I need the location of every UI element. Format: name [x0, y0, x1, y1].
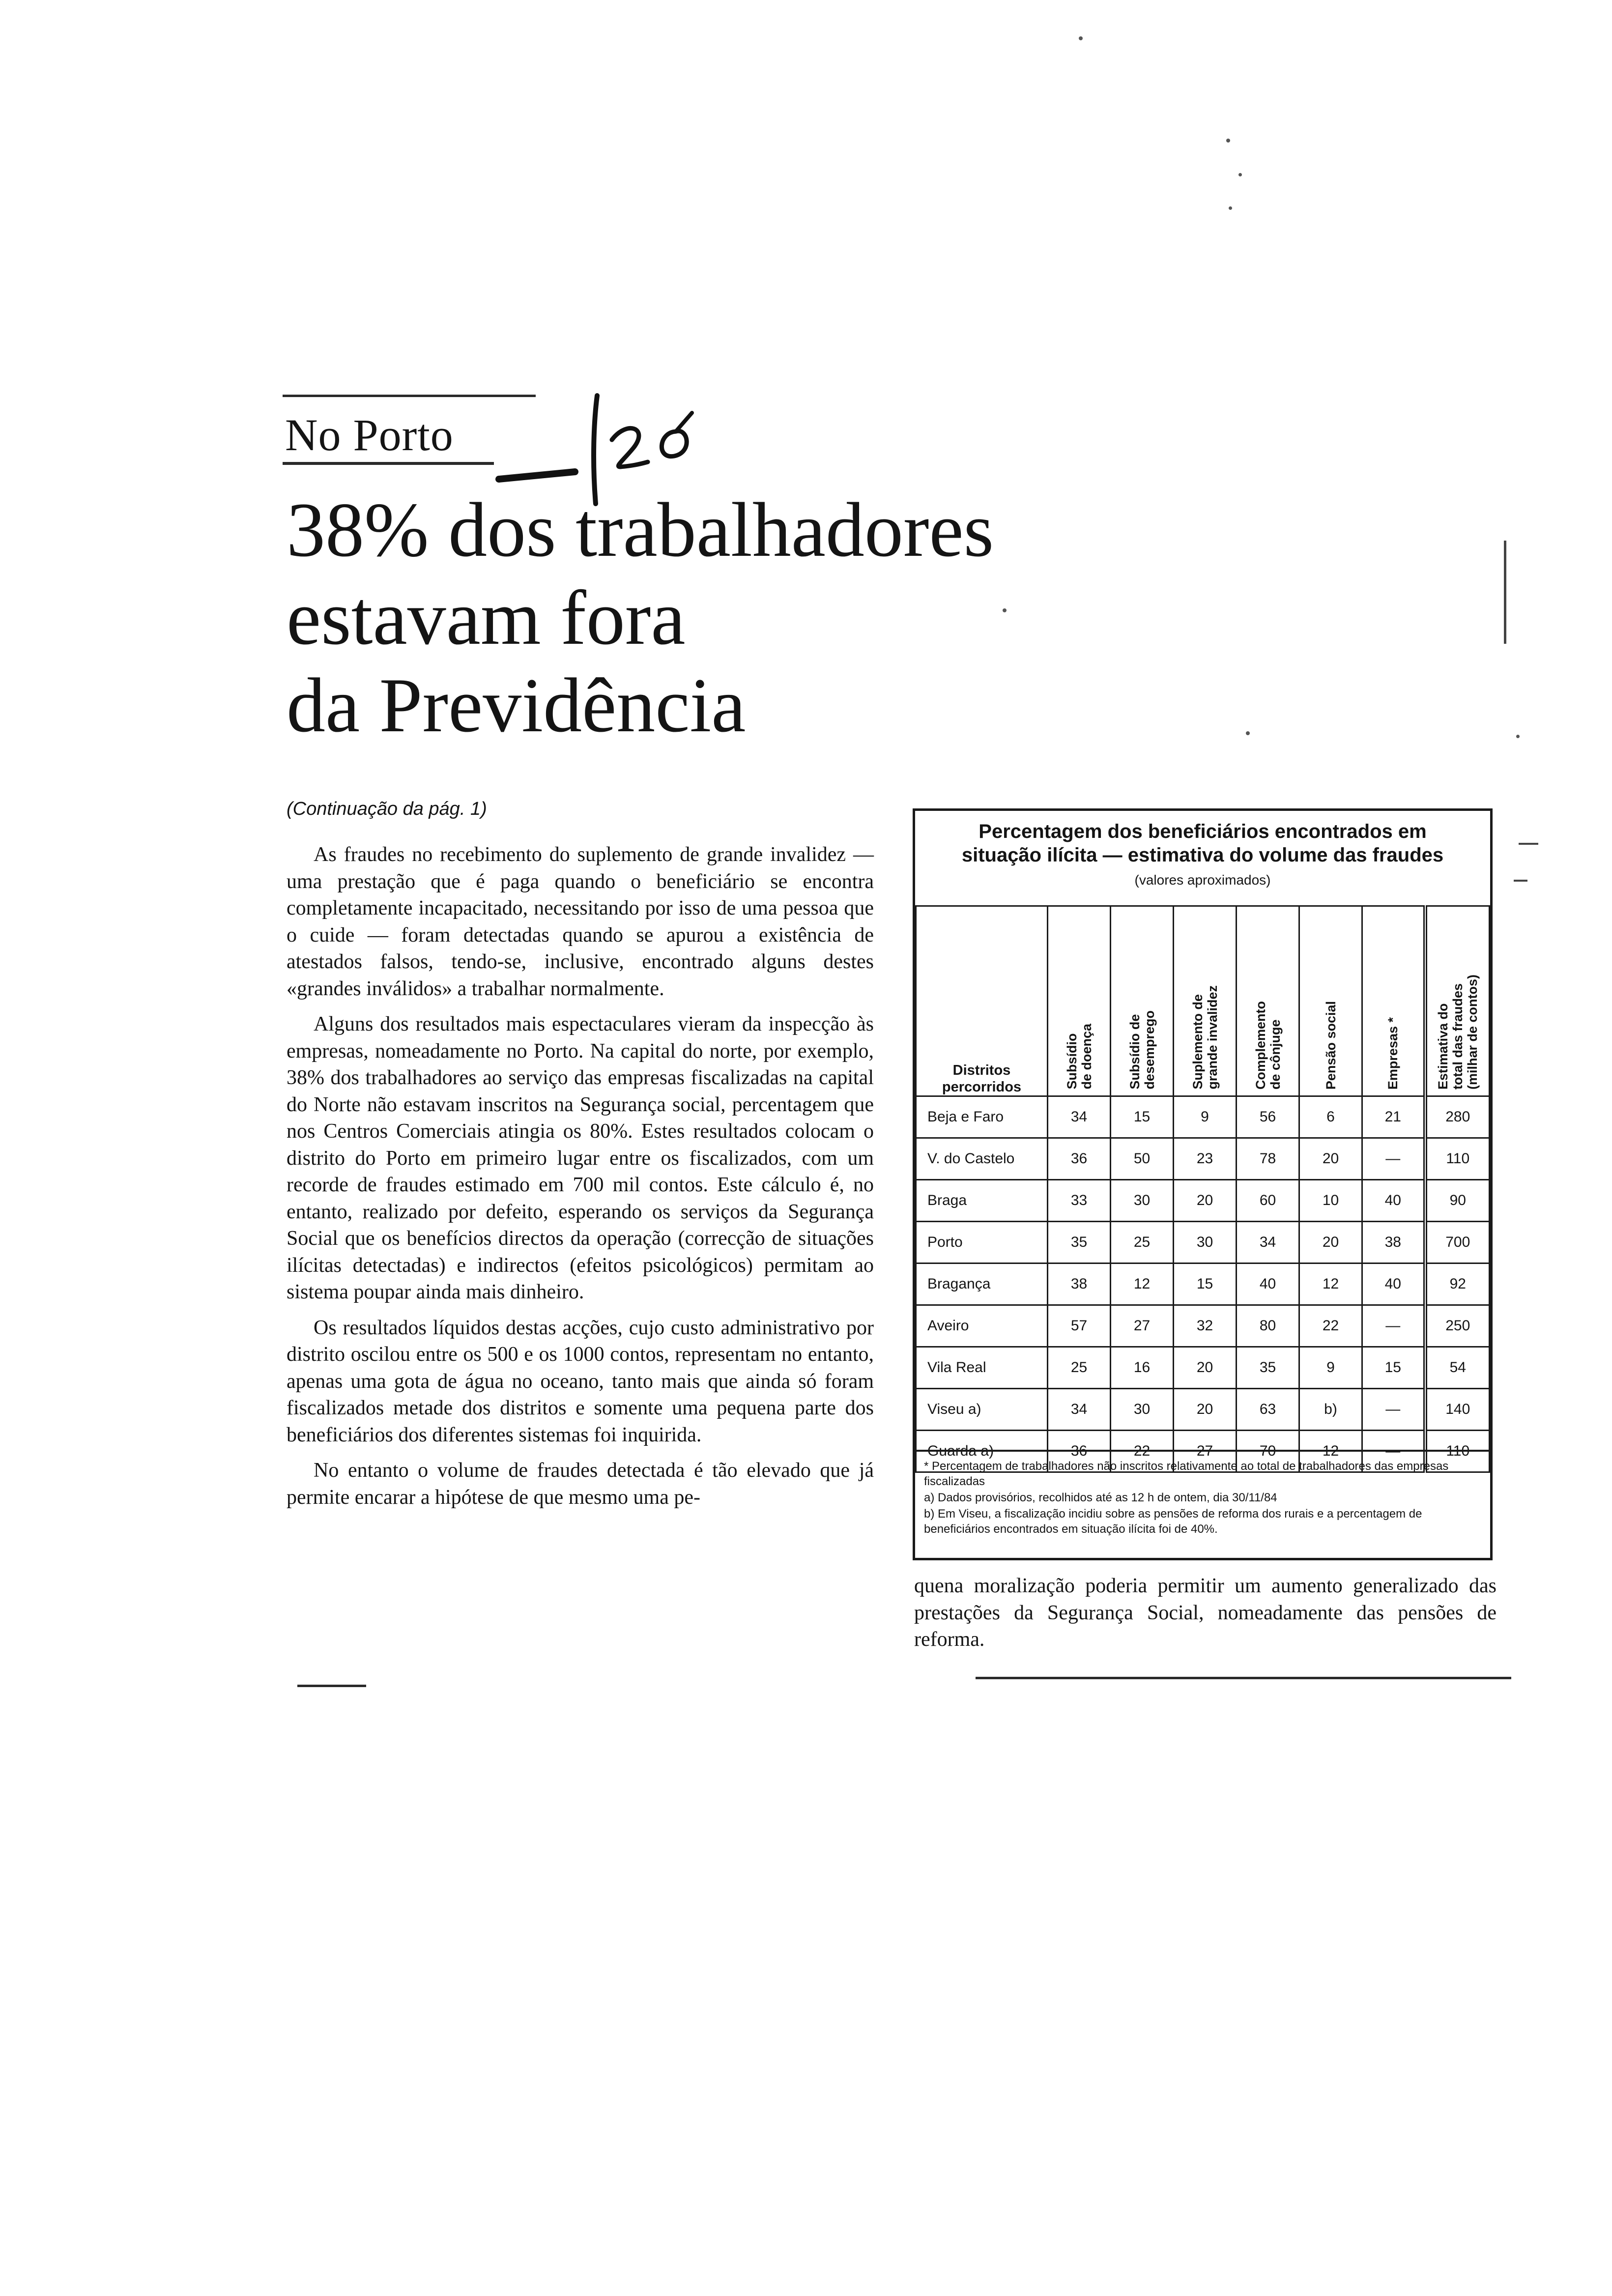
- column-header-label: [1065, 1024, 1094, 1090]
- column-header-label: [1127, 1010, 1157, 1090]
- value-cell: 280: [1425, 1096, 1490, 1138]
- column-header: [1174, 906, 1237, 1096]
- table-notes: [915, 1450, 1490, 1538]
- column-header-line: Suplemento de: [1190, 994, 1205, 1090]
- column-header-line: (milhar de contos): [1465, 974, 1480, 1090]
- district-cell: Aveiro: [916, 1305, 1048, 1347]
- value-cell: 9: [1174, 1096, 1237, 1138]
- table-title-line-1: Percentagem dos beneficiários encontrados em: [979, 821, 1427, 842]
- value-cell: 9: [1299, 1347, 1362, 1389]
- table-row: [916, 1389, 1490, 1431]
- value-cell: 27: [1111, 1305, 1174, 1347]
- value-cell: 10: [1299, 1180, 1362, 1222]
- scan-mark: [1504, 541, 1506, 644]
- kicker-underline: [283, 462, 494, 465]
- value-cell: 60: [1237, 1180, 1299, 1222]
- column-header-line: Empresas *: [1385, 1017, 1401, 1090]
- kicker: No Porto: [285, 410, 454, 460]
- header-districts-line-1: Distritos: [952, 1062, 1011, 1078]
- table-note: * Percentagem de trabalhadores não inscritos relativamente ao total de trabalhadores das empresas fiscalizadas: [924, 1460, 1449, 1488]
- column-header-line: desemprego: [1142, 1010, 1157, 1090]
- value-cell: 21: [1362, 1096, 1425, 1138]
- value-cell: 30: [1111, 1389, 1174, 1431]
- value-cell: 20: [1174, 1389, 1237, 1431]
- value-cell: 12: [1299, 1431, 1362, 1472]
- column-header-line: de cônjuge: [1267, 1019, 1283, 1090]
- article-paragraph: Alguns dos resultados mais espectaculares vieram da inspecção às empresas, nomeadamente no Porto. Na capital do norte, por exemplo, 38% dos trabalhadores ao serviço das empresas fiscalizadas na capital do Norte não estavam inscritos na Segurança social, percentagem que nos Centros Comerciais atingia os 80%. Estes resultados colocam o distrito do Porto em primeiro lugar entre os fiscalizados, com um recorde de fraudes estimado em 700 mil contos. Este cálculo é, no entanto, realizado por defeito, esperando os serviços da Segurança Social que os benefícios directos da operação (correcção de situações ilícitas detectadas) e indirectos (efeitos psicológicos) permitam ao sistema poupar ainda mais dinheiro.: [287, 1013, 874, 1303]
- article-paragraph: Os resultados líquidos destas acções, cujo custo administrativo por distrito oscilou entre os 500 e os 1000 contos, representam no entanto, apenas uma gota de água no oceano, tanto mais que ainda só foram fiscalizados metade dos distritos e somente uma pequena parte dos beneficiários dos diferentes sistemas foi inquirida.: [287, 1316, 874, 1446]
- value-cell: 20: [1174, 1347, 1237, 1389]
- table-row: [916, 1305, 1490, 1347]
- value-cell: 40: [1237, 1263, 1299, 1305]
- headline: [287, 487, 1269, 750]
- table-header-row: [916, 906, 1490, 1096]
- headline-line-3: da Previdência: [287, 662, 746, 749]
- table-title-line-2: situação ilícita — estimativa do volume das fraudes: [961, 844, 1444, 866]
- value-cell: 35: [1048, 1222, 1111, 1263]
- value-cell: 35: [1237, 1347, 1299, 1389]
- column-header-line: Estimativa do: [1436, 1003, 1451, 1090]
- article-paragraph: No entanto o volume de fraudes detectada é tão elevado que já permite encarar a hipótese de que mesmo uma pe-: [287, 1459, 874, 1509]
- article-paragraph: As fraudes no recebimento do suplemento de grande invalidez — uma prestação que é paga quando o beneficiário se encontra completamente incapacitado, necessitando por isso de uma pessoa que o cuide — foram detectadas quando se apurou a existência de atestados falsos, tendo-se, inclusive, encontrado alguns destes «grandes inválidos» a trabalhar normalmente.: [287, 843, 874, 1000]
- value-cell: 12: [1111, 1263, 1174, 1305]
- value-cell: —: [1362, 1138, 1425, 1180]
- statistics-table-box: [913, 808, 1493, 1560]
- value-cell: 63: [1237, 1389, 1299, 1431]
- continuation-note: (Continuação da pág. 1): [287, 799, 487, 819]
- district-cell: Braga: [916, 1180, 1048, 1222]
- value-cell: 25: [1111, 1222, 1174, 1263]
- district-cell: Guarda a): [916, 1431, 1048, 1472]
- value-cell: 80: [1237, 1305, 1299, 1347]
- value-cell: 57: [1048, 1305, 1111, 1347]
- value-cell: 250: [1425, 1305, 1490, 1347]
- table-note: b) Em Viseu, a fiscalização incidiu sobre as pensões de reforma dos rurais e a percentagem de beneficiários encontrados em situação ilícita foi de 40%.: [924, 1507, 1422, 1536]
- column-header-label: [1190, 985, 1220, 1090]
- value-cell: 50: [1111, 1138, 1174, 1180]
- column-header-line: Complemento: [1253, 1001, 1268, 1090]
- column-header-label: [1436, 975, 1480, 1090]
- value-cell: 92: [1425, 1263, 1490, 1305]
- table-row: [916, 1096, 1490, 1138]
- district-cell: Vila Real: [916, 1347, 1048, 1389]
- headline-line-1: 38% dos trabalhadores: [287, 487, 994, 573]
- value-cell: 20: [1299, 1222, 1362, 1263]
- fraud-table: [915, 905, 1490, 1473]
- table-row: [916, 1222, 1490, 1263]
- column-header-label: [1324, 1001, 1338, 1090]
- value-cell: 110: [1425, 1431, 1490, 1472]
- column-header: [1111, 906, 1174, 1096]
- column-header: [1299, 906, 1362, 1096]
- value-cell: 16: [1111, 1347, 1174, 1389]
- headline-line-2: estavam fora: [287, 574, 686, 661]
- scan-speck: [1226, 139, 1230, 143]
- scan-speck: [1516, 735, 1520, 738]
- value-cell: 33: [1048, 1180, 1111, 1222]
- value-cell: 32: [1174, 1305, 1237, 1347]
- value-cell: 110: [1425, 1138, 1490, 1180]
- value-cell: 38: [1048, 1263, 1111, 1305]
- column-header-label: [1385, 1017, 1400, 1090]
- scan-speck: [1238, 173, 1242, 176]
- scan-speck: [1246, 731, 1250, 735]
- value-cell: 54: [1425, 1347, 1490, 1389]
- scan-mark: [1514, 880, 1527, 882]
- value-cell: 6: [1299, 1096, 1362, 1138]
- article-column-1: [287, 841, 874, 1520]
- value-cell: 36: [1048, 1138, 1111, 1180]
- value-cell: 15: [1111, 1096, 1174, 1138]
- value-cell: 56: [1237, 1096, 1299, 1138]
- table-row: [916, 1347, 1490, 1389]
- value-cell: 34: [1048, 1389, 1111, 1431]
- value-cell: 22: [1299, 1305, 1362, 1347]
- table-row: [916, 1180, 1490, 1222]
- column-header-line: Subsídio: [1064, 1033, 1079, 1090]
- kicker-rule-top: [283, 395, 536, 397]
- value-cell: 78: [1237, 1138, 1299, 1180]
- table-row: [916, 1263, 1490, 1305]
- value-cell: 40: [1362, 1180, 1425, 1222]
- column-header: [1425, 906, 1490, 1096]
- table-subtitle: (valores aproximados): [1134, 872, 1271, 888]
- district-cell: Beja e Faro: [916, 1096, 1048, 1138]
- value-cell: 15: [1362, 1347, 1425, 1389]
- value-cell: 25: [1048, 1347, 1111, 1389]
- value-cell: 36: [1048, 1431, 1111, 1472]
- table-title: [915, 820, 1490, 867]
- column-header-line: grande invalidez: [1205, 985, 1220, 1090]
- rule-under-table: [976, 1677, 1511, 1679]
- value-cell: 12: [1299, 1263, 1362, 1305]
- value-cell: 40: [1362, 1263, 1425, 1305]
- value-cell: 34: [1048, 1096, 1111, 1138]
- header-districts-line-2: percorridos: [942, 1079, 1022, 1095]
- column-header-line: total das fraudes: [1450, 983, 1466, 1090]
- scan-mark: [1519, 843, 1538, 845]
- value-cell: 27: [1174, 1431, 1237, 1472]
- value-cell: 15: [1174, 1263, 1237, 1305]
- column-header-label: [1253, 1001, 1283, 1090]
- header-districts: [916, 906, 1048, 1096]
- column-header: [1237, 906, 1299, 1096]
- district-cell: Viseu a): [916, 1389, 1048, 1431]
- value-cell: —: [1362, 1431, 1425, 1472]
- value-cell: 70: [1237, 1431, 1299, 1472]
- district-cell: Porto: [916, 1222, 1048, 1263]
- column-header-line: Subsídio de: [1127, 1014, 1142, 1090]
- value-cell: b): [1299, 1389, 1362, 1431]
- value-cell: 38: [1362, 1222, 1425, 1263]
- value-cell: 700: [1425, 1222, 1490, 1263]
- column-header: [1362, 906, 1425, 1096]
- scan-speck: [1079, 36, 1083, 40]
- article-paragraph: quena moralização poderia permitir um aumento generalizado das prestações da Segurança Social, nomeadamente das pensões de reforma.: [914, 1575, 1497, 1651]
- district-cell: V. do Castelo: [916, 1138, 1048, 1180]
- value-cell: 30: [1111, 1180, 1174, 1222]
- value-cell: 34: [1237, 1222, 1299, 1263]
- table-body: [916, 1096, 1490, 1472]
- value-cell: —: [1362, 1389, 1425, 1431]
- column-header: [1048, 906, 1111, 1096]
- rule-end-article: [297, 1685, 366, 1687]
- value-cell: 140: [1425, 1389, 1490, 1431]
- district-cell: Bragança: [916, 1263, 1048, 1305]
- value-cell: 90: [1425, 1180, 1490, 1222]
- column-header-line: Pensão social: [1323, 1001, 1338, 1090]
- value-cell: 30: [1174, 1222, 1237, 1263]
- scan-speck: [1229, 206, 1232, 210]
- table-row: [916, 1138, 1490, 1180]
- scan-speck: [1003, 608, 1007, 612]
- value-cell: 22: [1111, 1431, 1174, 1472]
- value-cell: 20: [1174, 1180, 1237, 1222]
- value-cell: 20: [1299, 1138, 1362, 1180]
- column-header-line: de doença: [1079, 1024, 1094, 1090]
- article-column-continuation: [914, 1573, 1497, 1662]
- value-cell: —: [1362, 1305, 1425, 1347]
- table-note: a) Dados provisórios, recolhidos até as 12 h de ontem, dia 30/11/84: [924, 1491, 1277, 1504]
- value-cell: 23: [1174, 1138, 1237, 1180]
